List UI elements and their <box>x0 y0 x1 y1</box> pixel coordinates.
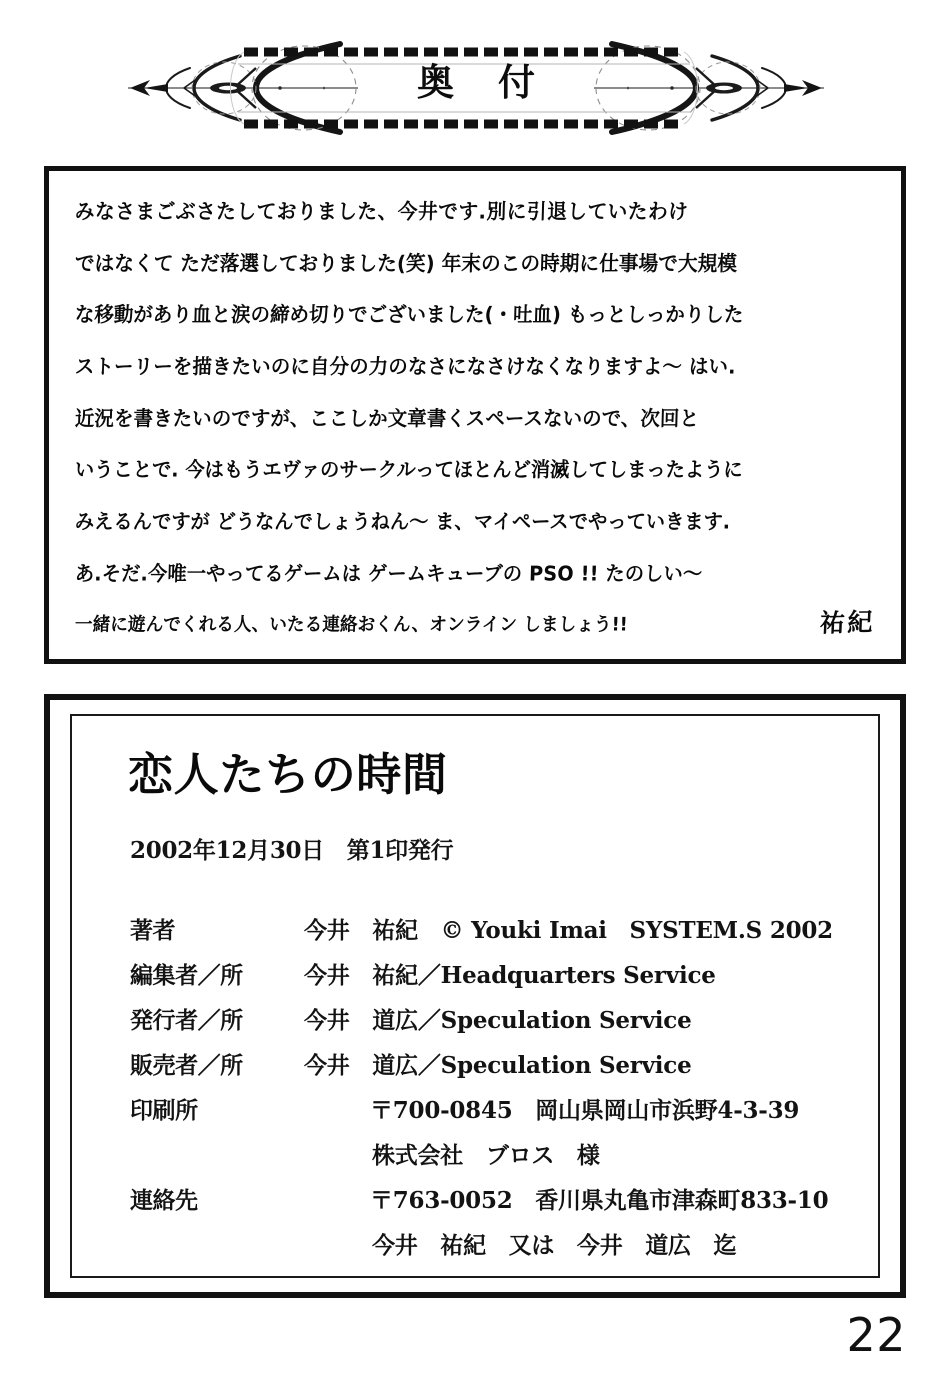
afterword-line: ではなくて ただ落選しておりました(笑) 年末のこの時期に仕事場で大規模 <box>74 251 738 276</box>
colophon-box-inner-border <box>70 714 880 1278</box>
book-title: 恋人たちの時間 <box>128 748 448 801</box>
credit-value: 〒763-0052 香川県丸亀市津森町833-10 <box>370 1187 829 1214</box>
credit-label: 発行者／所 <box>130 1007 243 1034</box>
table-row <box>72 1047 878 1092</box>
colophon-box-outer-border <box>44 694 906 1298</box>
table-row <box>72 912 878 957</box>
credit-label: 著者 <box>130 917 176 944</box>
credit-value: 今井 祐紀 又は 今井 道広 迄 <box>372 1232 737 1259</box>
credit-value: 今井 道広／Speculation Service <box>304 1052 692 1079</box>
afterword-box <box>44 166 906 664</box>
afterword-line: 一緒に遊んでくれる人、いたる連絡おくん、オンライン しましょう!! <box>74 614 629 636</box>
ornament-bottom-rail <box>238 112 690 124</box>
credit-label: 編集者／所 <box>130 962 243 989</box>
credit-value: 今井 道広／Speculation Service <box>304 1007 692 1034</box>
table-row <box>72 957 878 1002</box>
table-row <box>72 1002 878 1047</box>
table-row <box>72 1092 878 1137</box>
credit-value: 今井 祐紀 © Youki Imai SYSTEM.S 2002 <box>304 917 833 944</box>
credit-label: 販売者／所 <box>130 1052 243 1079</box>
page-title: 奥 付 <box>417 60 551 104</box>
credit-value: 株式会社 ブロス 様 <box>372 1142 600 1169</box>
afterword-line: あ.そだ.今唯一やってるゲームは ゲームキューブの PSO !! たのしい〜 <box>74 561 703 586</box>
credit-label: 連絡先 <box>130 1187 198 1214</box>
afterword-line: ストーリーを描きたいのに自分の力のなさになさけなくなりますよ〜 はい. <box>74 354 737 379</box>
credit-value: 今井 祐紀／Headquarters Service <box>304 962 716 989</box>
afterword-line: みえるんですが どうなんでしょうねん〜 ま、マイペースでやっていきます. <box>74 509 731 534</box>
credit-value: 〒700-0845 岡山県岡山市浜野4-3-39 <box>370 1097 800 1124</box>
credit-label: 印刷所 <box>130 1097 198 1124</box>
credits-table <box>72 912 878 1272</box>
table-row <box>72 1182 878 1227</box>
afterword-text-block <box>49 171 901 659</box>
author-signature: 祐紀 <box>819 607 876 638</box>
page-number: 22 <box>846 1308 906 1362</box>
afterword-line: みなさまごぶさたしておりました、今井です.別に引退していたわけ <box>74 199 689 224</box>
afterword-line: いうことで. 今はもうエヴァのサークルってほとんど消滅してしまったように <box>74 457 744 482</box>
publication-date: 2002年12月30日 第1印発行 <box>130 837 454 864</box>
afterword-line: な移動があり血と涙の締め切りでございました(・吐血) もっとしっかりした <box>74 302 744 327</box>
table-row <box>72 1227 878 1272</box>
afterword-line: 近況を書きたいのですが、ここしか文章書くスペースないので、次回と <box>74 406 700 431</box>
table-row <box>72 1137 878 1182</box>
colophon-content <box>72 716 878 1276</box>
